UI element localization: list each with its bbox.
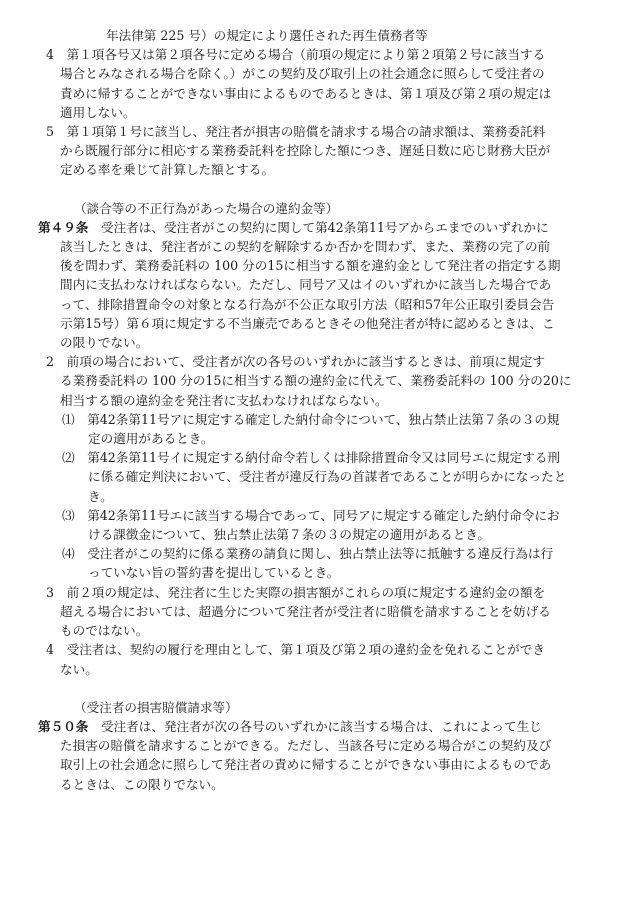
item-2: ⑵ 第42条第11号イに規定する納付命令若しくは排除措置命令又は同号エに規定する刑 <box>62 450 561 466</box>
text-line: 年法律第 225 号）の規定により選任された再生債務者等 <box>106 28 428 43</box>
clause-4: 4 第１項各号又は第２項各号に定める場合（前項の規定により第２項第２号に該当する <box>46 47 546 63</box>
text-line: 責めに帰することができない事由によるものであるときは、第１項及び第２項の規定は <box>60 85 552 101</box>
text-line: 取引上の社会通念に照らして発注者の責めに帰することができない事由によるものであ <box>60 757 552 773</box>
clause-5: 5 第１項第１号に該当し、発注者が損害の賠償を請求する場合の請求額は、業務委託料 <box>46 124 546 140</box>
article-50-text: 受注者は、発注者が次の各号のいずれかに該当する場合は、これによって生じ <box>88 718 542 734</box>
text-line: 定める率を乗じて計算した額とする。 <box>60 162 275 178</box>
text-line: 示第15号）第６項に規定する不当廉売であるときその他発注者が特に認めるときは、こ <box>60 315 555 331</box>
text-line: から既履行部分に相応する業務委託料を控除した額につき、遅延日数に応じ財務大臣が <box>60 143 551 159</box>
clause-4b: 4 受注者は、契約の履行を理由として、第１項及び第２項の違約金を免れることができ <box>46 642 545 658</box>
text-line: 定の適用があるとき。 <box>88 431 214 447</box>
item-4: ⑷ 受注者がこの契約に係る業務の請負に関し、独占禁止法等に抵触する違反行為は行 <box>62 546 554 562</box>
text-line: 相当する額の違約金を発注者に支払わなければならない。 <box>60 392 388 408</box>
text-line: 超える場合においては、超過分について発注者が受注者に賠償を請求することを妨げる <box>60 603 551 619</box>
text-line: る業務委託料の 100 分の15に相当する額の違約金に代えて、業務委託料の 100 分の20に <box>60 373 572 389</box>
text-line: 後を問わず、業務委託料の 100 分の15に相当する額を違約金として発注者の指定する期 <box>60 258 561 274</box>
text-line: き。 <box>88 488 113 504</box>
spacer <box>60 679 594 698</box>
text-line: ない。 <box>60 661 98 677</box>
article-49-heading: （談合等の不正行為があった場合の違約金等） <box>74 200 339 216</box>
text-line: た損害の賠償を請求することができる。ただし、当該各号に定める場合がこの契約及び <box>60 738 552 754</box>
article-50-first-line <box>38 717 594 736</box>
text-line: っていない旨の誓約書を提出しているとき。 <box>88 565 340 581</box>
text-line: ものではない。 <box>60 623 149 639</box>
text-line: 間内に支払わなければならない。ただし、同号ア又はイのいずれかに該当した場合であ <box>60 277 552 293</box>
item-3: ⑶ 第42条第11号エに該当する場合であって、同号アに規定する確定した納付命令にお <box>62 507 560 523</box>
article-49-text: 受注者は、受注者がこの契約に関して第42条第11号アからエまでのいずれかに <box>88 219 549 235</box>
text-line: 適用しない。 <box>60 104 136 120</box>
text-line: 場合とみなされる場合を除く。）がこの契約及び取引上の社会通念に照らして受注者の <box>60 66 545 82</box>
clause-2: 2 前項の場合において、受注者が次の各号のいずれかに該当するときは、前項に規定す <box>46 354 545 370</box>
spacer <box>60 180 594 199</box>
article-49-first-line <box>38 218 594 237</box>
text-line: るときは、この限りでない。 <box>60 776 224 792</box>
text-line: って、排除措置命令の対象となる行為が不公正な取引方法（昭和57年公正取引委員会告 <box>60 296 555 312</box>
item-1: ⑴ 第42条第11号アに規定する確定した納付命令について、独占禁止法第７条の３の規 <box>62 411 560 427</box>
article-50-number: 第５０条 <box>38 718 89 734</box>
text-line: ける課徴金について、独占禁止法第７条の３の規定の適用があるとき。 <box>88 527 490 543</box>
clause-3: 3 前２項の規定は、発注者に生じた実際の損害額がこれらの項に規定する違約金の額を <box>46 584 546 600</box>
article-49-number: 第４９条 <box>38 219 89 235</box>
text-line: 該当したときは、発注者がこの契約を解除するか否かを問わず、また、業務の完了の前 <box>60 239 551 255</box>
text-line: の限りでない。 <box>60 335 149 351</box>
text-line: に係る確定判決において、受注者が違反行為の首謀者であることが明らかになったと <box>88 469 567 485</box>
article-50-heading: （受注者の損害賠償請求等） <box>74 699 238 715</box>
